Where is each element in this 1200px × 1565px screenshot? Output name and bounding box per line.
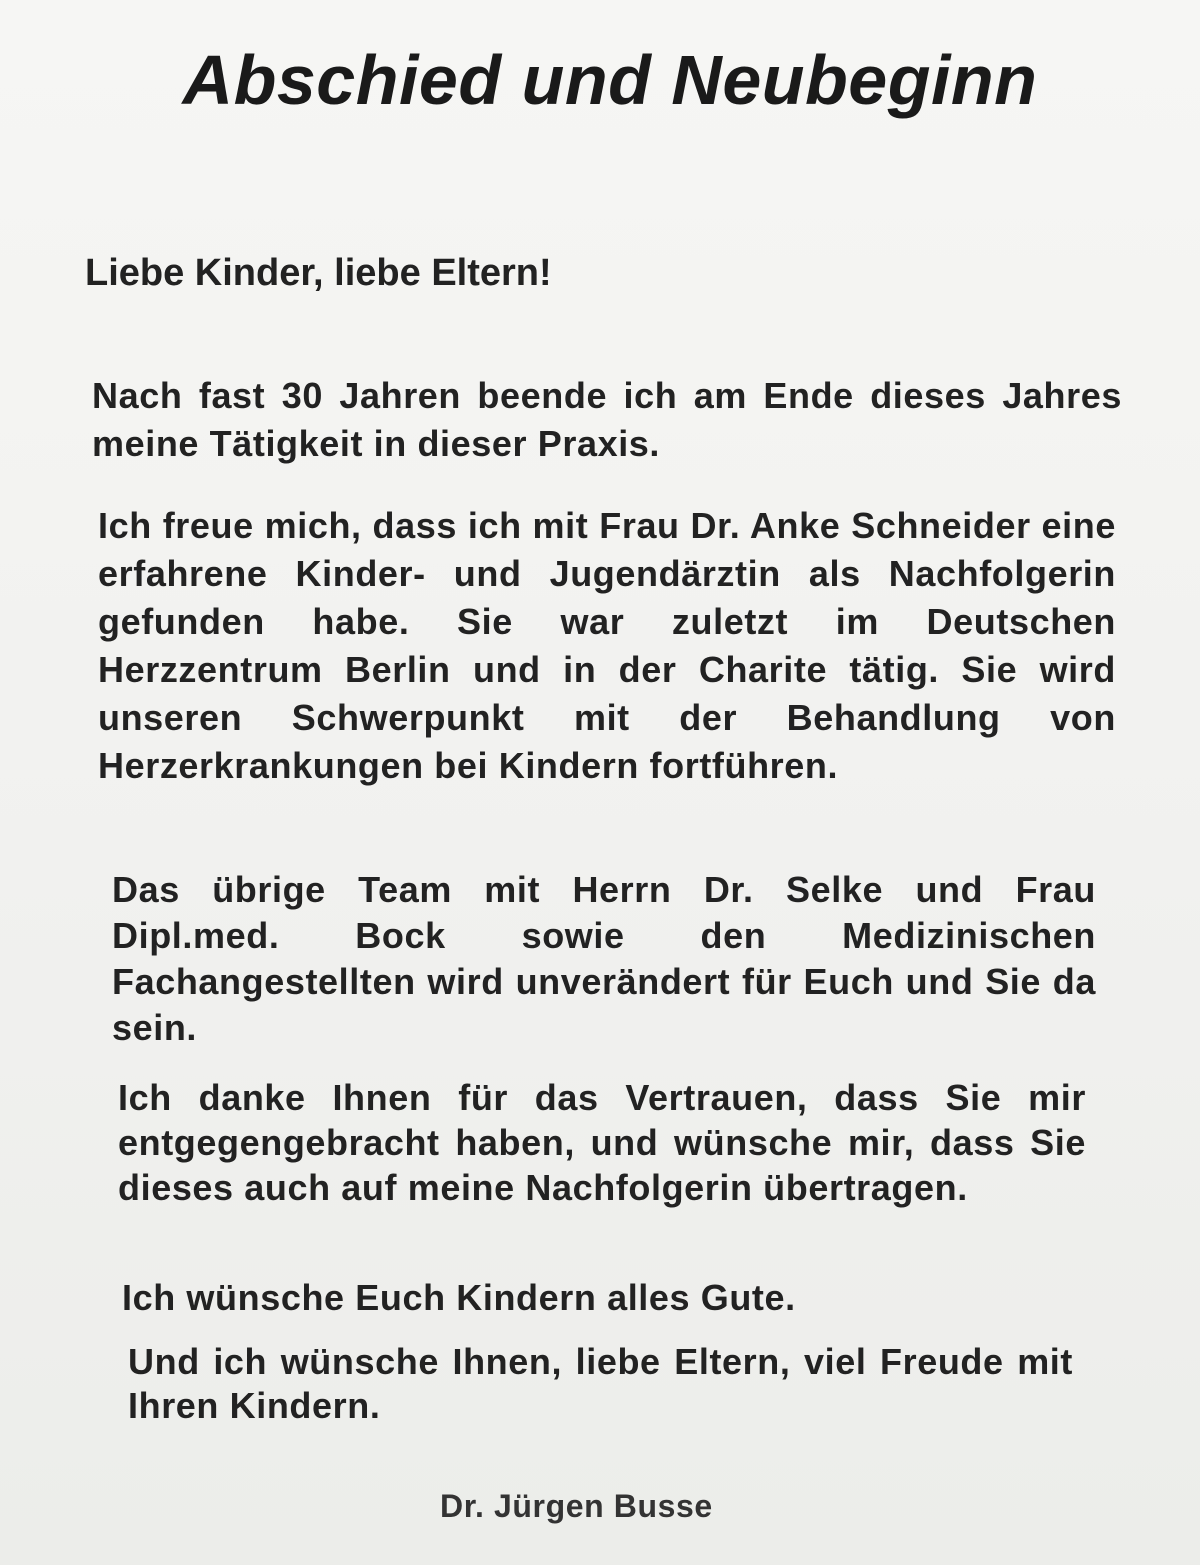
salutation: Liebe Kinder, liebe Eltern! xyxy=(85,252,552,294)
paragraph-wishes-children: Ich wünsche Euch Kindern alles Gute. xyxy=(122,1277,796,1318)
page-title: Abschied und Neubeginn xyxy=(182,41,1038,119)
paragraph-retirement: Nach fast 30 Jahren beende ich am Ende dieses Jahres meine Tätigkeit in dieser Praxis. xyxy=(92,375,1122,464)
signature: Dr. Jürgen Busse xyxy=(440,1488,713,1524)
paragraph-successor: Ich freue mich, dass ich mit Frau Dr. Anke Schneider eine erfahrene Kinder- und Jugendärztin als Nachfolgerin gefunden habe. Sie war zuletzt im Deutschen Herzzentrum Berlin und in der Charite tätig. Sie wird unseren Schwerpunkt mit der Behandlung von Herzerkrankungen bei Kindern fortführen. xyxy=(98,505,1116,786)
paragraph-team: Das übrige Team mit Herrn Dr. Selke und Frau Dipl.med. Bock sowie den Medizinischen Fachangestellten wird unverändert für Euch und Sie da sein. xyxy=(112,869,1096,1048)
paragraph-wishes-parents: Und ich wünsche Ihnen, liebe Eltern, viel Freude mit Ihren Kindern. xyxy=(128,1341,1073,1426)
paragraph-thanks: Ich danke Ihnen für das Vertrauen, dass Sie mir entgegengebracht haben, und wünsche mir, dass Sie dieses auch auf meine Nachfolgerin übertragen. xyxy=(118,1077,1086,1208)
